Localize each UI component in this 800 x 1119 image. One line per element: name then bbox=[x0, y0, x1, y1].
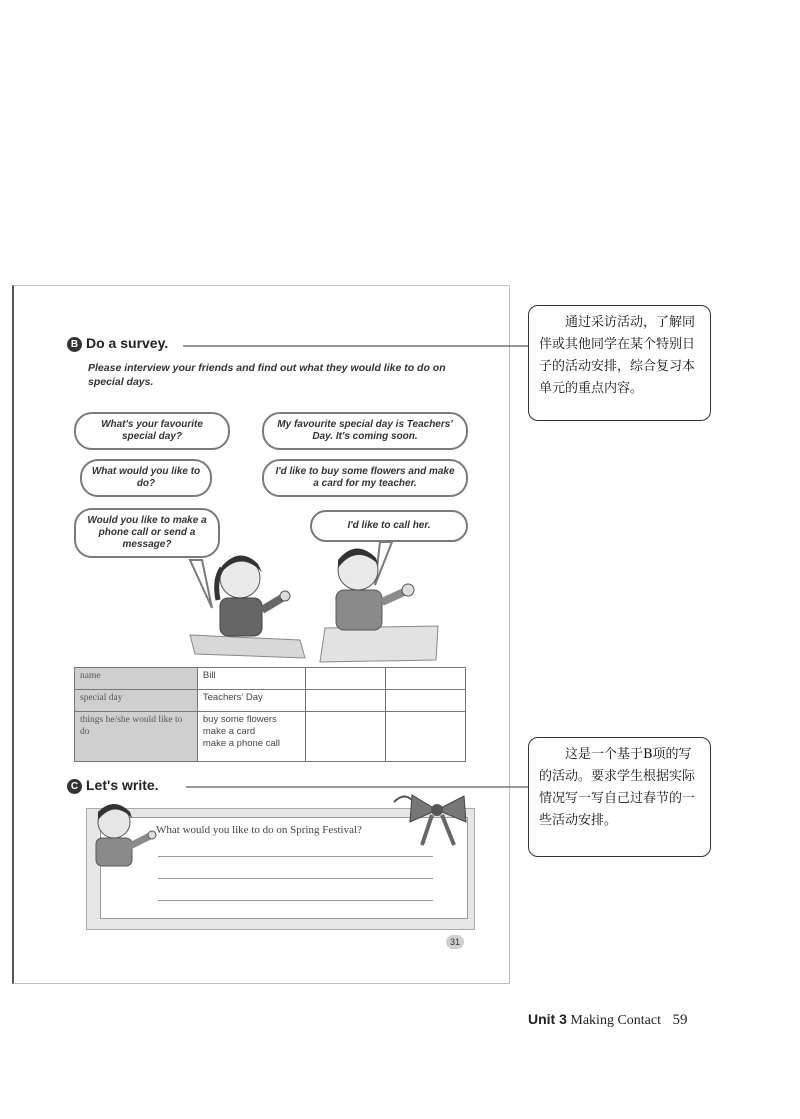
footer-title: Making Contact bbox=[570, 1013, 661, 1028]
section-c-title-text: Let's write. bbox=[86, 777, 159, 793]
bubble-answer-2: I'd like to buy some flowers and make a card for my teacher. bbox=[262, 459, 468, 497]
section-b-title-text: Do a survey. bbox=[86, 335, 169, 351]
things-item-1: buy some flowers bbox=[202, 714, 277, 725]
footer-unit: Unit 3 bbox=[528, 1011, 567, 1027]
bubble-answer-1: My favourite special day is Teachers' Day. It's coming soon. bbox=[262, 412, 468, 450]
bubble-question-1: What's your favourite special day? bbox=[74, 412, 230, 450]
teacher-note-1-text: 通过采访活动，了解同伴或其他同学在某个特别日子的活动安排，综合复习本单元的重点内容。 bbox=[539, 315, 696, 396]
teacher-note-2 bbox=[528, 737, 711, 857]
things-item-2: make a card bbox=[202, 726, 256, 737]
footer-page-number: 59 bbox=[672, 1012, 688, 1028]
bubble-question-3: Would you like to make a phone call or send a message? bbox=[74, 508, 220, 558]
inner-page-number: 31 bbox=[446, 935, 464, 949]
bubble-answer-3: I'd like to call her. bbox=[310, 510, 468, 542]
cell-label-name: name bbox=[75, 668, 198, 690]
teacher-note-1 bbox=[528, 305, 711, 421]
writing-prompt: What would you like to do on Spring Festival? bbox=[156, 824, 362, 836]
section-b-letter: B bbox=[67, 337, 82, 352]
bubble-question-2: What would you like to do? bbox=[80, 459, 212, 497]
cell-label-special-day: special day bbox=[75, 690, 198, 712]
teacher-note-2-text: 这是一个基于B项的写的活动。要求学生根据实际情况写一写自己过春节的一些活动安排。 bbox=[539, 747, 696, 828]
section-b-instruction: Please interview your friends and find out what they would like to do on special days. bbox=[88, 362, 446, 388]
things-item-3: make a phone call bbox=[202, 738, 280, 749]
page-footer bbox=[528, 1011, 688, 1029]
cell-value-special-day: Teachers' Day bbox=[197, 690, 305, 712]
cell-label-things: things he/she would like to do bbox=[75, 712, 198, 762]
section-c-letter: C bbox=[67, 779, 82, 794]
cell-value-name: Bill bbox=[197, 668, 305, 690]
